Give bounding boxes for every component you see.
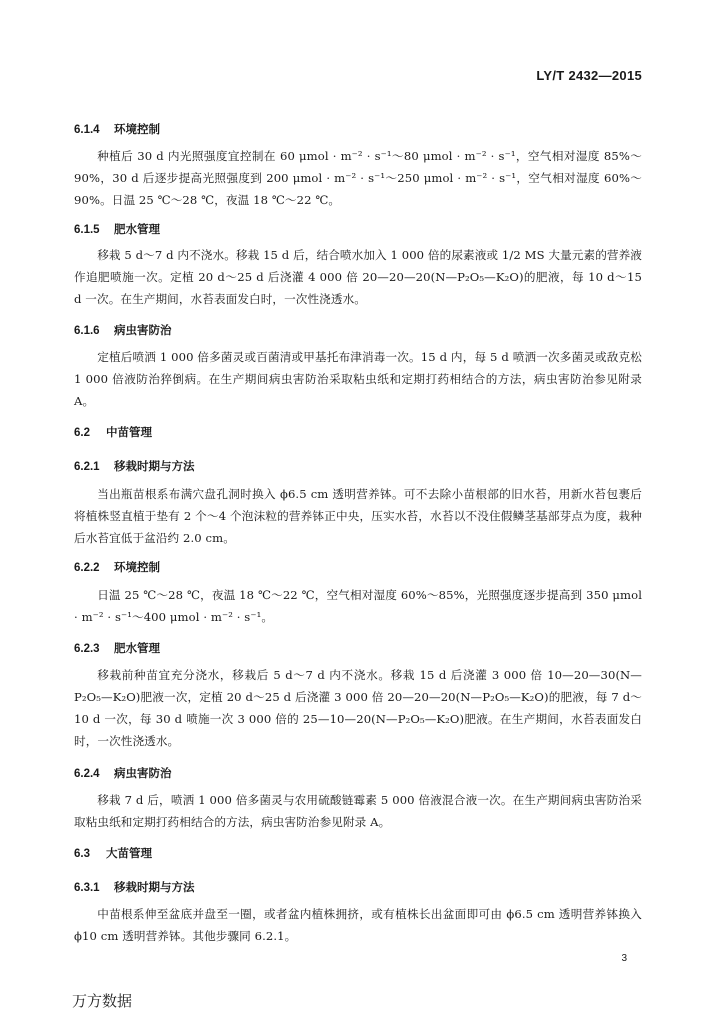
section-number: 6.3 <box>74 848 90 860</box>
standard-code: LY/T 2432—2015 <box>536 68 642 83</box>
section-title: 移栽时期与方法 <box>114 459 195 473</box>
section-heading <box>74 322 172 338</box>
section-number: 6.2 <box>74 427 90 439</box>
section-heading <box>74 424 152 440</box>
section-number: 6.2.2 <box>74 562 100 574</box>
section-title: 肥水管理 <box>114 641 160 655</box>
paragraph: 中苗根系伸至盆底并盘至一圈，或者盆内植株拥挤，或有植株长出盆面即可由 ϕ6.5 cm 透明营养钵换入 ϕ10 cm 透明营养钵。其他步骤同 6.2.1。 <box>74 907 642 943</box>
section-heading <box>74 640 160 656</box>
paragraph: 定植后喷洒 1 000 倍多菌灵或百菌清或甲基托布津消毒一次。15 d 内，每 5 d 喷洒一次多菌灵或敌克松 1 000 倍液防治猝倒病。在生产期间病虫害防治采取粘虫纸和定期打药相结合的方法，病虫害防治参见附录 A。 <box>74 350 642 408</box>
section-number: 6.1.5 <box>74 224 100 236</box>
paragraph: 当出瓶苗根系布满穴盘孔洞时换入 ϕ6.5 cm 透明营养钵。可不去除小苗根部的旧水苔，用新水苔包裹后将植株竖直植于垫有 2 个～4 个泡沫粒的营养钵正中央，压实水苔，水苔以不没住假鳞茎基部芽点为度，栽种后水苔宜低于盆沿约 2.0 cm。 <box>74 487 642 545</box>
section-title: 环境控制 <box>114 560 160 574</box>
section-number: 6.2.4 <box>74 768 100 780</box>
section-heading <box>74 845 152 861</box>
section-number: 6.2.3 <box>74 643 100 655</box>
section-title: 肥水管理 <box>114 222 160 236</box>
paragraph: 移栽 5 d～7 d 内不浇水。移栽 15 d 后，结合喷水加入 1 000 倍的尿素液或 1/2 MS 大量元素的营养液作追肥喷施一次。定植 20 d～25 d 后浇灌 4 000 倍 20—20—20(N—P₂O₅—K₂O)的肥液，每 10 d～15 d 一次。在生产期间，水苔表面发白时，一次性浇透水。 <box>74 248 642 306</box>
section-heading <box>74 221 160 237</box>
section-heading <box>74 458 195 474</box>
paragraph: 移栽 7 d 后，喷洒 1 000 倍多菌灵与农用硫酸链霉素 5 000 倍液混合液一次。在生产期间病虫害防治采取粘虫纸和定期打药相结合的方法，病虫害防治参见附录 A。 <box>74 793 642 829</box>
section-heading <box>74 559 160 575</box>
section-number: 6.1.6 <box>74 325 100 337</box>
section-number: 6.3.1 <box>74 882 100 894</box>
section-title: 环境控制 <box>114 122 160 136</box>
paragraph: 日温 25 ℃～28 ℃，夜温 18 ℃～22 ℃，空气相对湿度 60%～85%，光照强度逐步提高到 350 μmol · m⁻² · s⁻¹～400 μmol · m⁻² · s⁻¹。 <box>74 588 642 624</box>
paragraph: 移栽前种苗宜充分浇水，移栽后 5 d～7 d 内不浇水。移栽 15 d 后浇灌 3 000 倍 10—20—30(N—P₂O₅—K₂O)肥液一次，定植 20 d～25 d 后浇灌 3 000 倍 20—20—20(N—P₂O₅—K₂O)的肥液，每 7 d～10 d 一次，每 30 d 喷施一次 3 000 倍的 25—10—20(N—P₂O₅—K₂O)肥液。在生产期间，水苔表面发白时，一次性浇透水。 <box>74 668 642 748</box>
section-title: 移栽时期与方法 <box>114 880 195 894</box>
section-title: 中苗管理 <box>106 425 152 439</box>
page-number: 3 <box>621 953 627 964</box>
section-title: 病虫害防治 <box>114 766 172 780</box>
section-title: 病虫害防治 <box>114 323 172 337</box>
section-heading <box>74 879 195 895</box>
paragraph: 种植后 30 d 内光照强度宜控制在 60 μmol · m⁻² · s⁻¹～80 μmol · m⁻² · s⁻¹，空气相对湿度 85%～90%，30 d 后逐步提高光照强度到 200 μmol · m⁻² · s⁻¹～250 μmol · m⁻² · s⁻¹，空气相对湿度 60%～90%。日温 25 ℃～28 ℃，夜温 18 ℃～22 ℃。 <box>74 149 642 207</box>
section-number: 6.1.4 <box>74 124 100 136</box>
section-number: 6.2.1 <box>74 461 100 473</box>
section-heading <box>74 765 172 781</box>
section-title: 大苗管理 <box>106 846 152 860</box>
watermark-text: 万方数据 <box>72 992 133 1010</box>
section-heading <box>74 121 160 137</box>
